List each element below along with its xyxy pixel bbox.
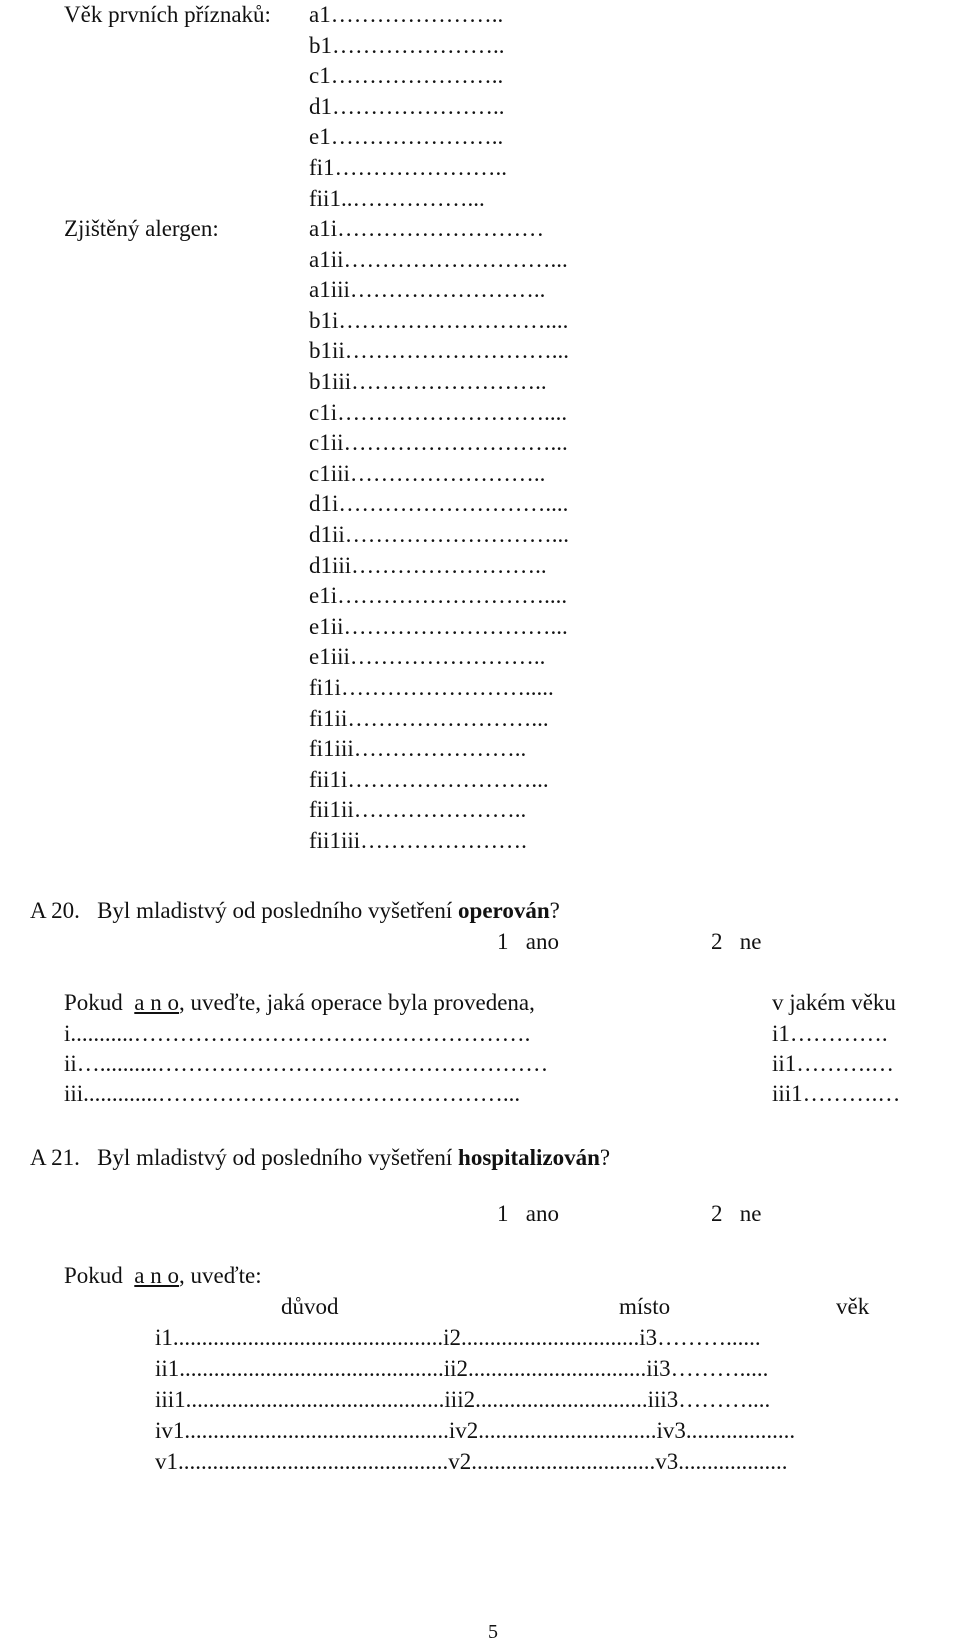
a20-if-yes-instruction bbox=[64, 988, 535, 1018]
symptom-age-field[interactable]: a1………………….. bbox=[309, 2, 504, 27]
operation-age-field[interactable]: i1…………. bbox=[772, 1021, 888, 1046]
if-rest: , uveďte, jaká operace byla provedena, bbox=[179, 990, 535, 1015]
option-label: ano bbox=[525, 1201, 559, 1226]
option-number: 2 bbox=[711, 929, 723, 954]
allergen-field[interactable]: e1ii………………………... bbox=[309, 613, 568, 639]
a21-col-age: věk bbox=[836, 1294, 870, 1319]
allergen-field[interactable]: fii1i……………………... bbox=[309, 766, 549, 792]
option-number: 1 bbox=[497, 929, 509, 954]
question-keyword: hospitalizován bbox=[458, 1145, 600, 1170]
allergen-field[interactable]: b1ii………………………... bbox=[309, 338, 570, 364]
question-number: A 20. bbox=[30, 898, 80, 923]
operation-age-field[interactable]: iii1……….… bbox=[772, 1081, 901, 1106]
operation-age-field[interactable]: ii1……….… bbox=[772, 1051, 895, 1076]
hospitalization-row[interactable]: iv1..............................................iv2...............................iv3................... bbox=[155, 1418, 796, 1443]
allergen-field[interactable]: e1iii…………………….. bbox=[309, 644, 546, 670]
question-a20 bbox=[30, 896, 560, 926]
symptom-age-field[interactable]: d1………………….. bbox=[309, 93, 505, 119]
symptom-age-field[interactable]: b1………………….. bbox=[309, 32, 505, 58]
option-label: ne bbox=[739, 929, 762, 954]
a21-col-reason: důvod bbox=[281, 1294, 339, 1319]
hospitalization-row[interactable]: i1...............................................i2...............................i3………...... bbox=[155, 1325, 761, 1350]
allergen-field[interactable]: fii1ii………………….. bbox=[309, 797, 527, 823]
operation-field[interactable]: iii.............………………………………………... bbox=[64, 1081, 521, 1106]
symptom-age-field[interactable]: fii1..……………... bbox=[309, 185, 485, 211]
allergen-field[interactable]: a1i……………………… bbox=[309, 216, 545, 241]
question-mark: ? bbox=[599, 1145, 611, 1170]
if-prefix: Pokud bbox=[64, 1263, 123, 1288]
allergen-field[interactable]: b1iii…………………….. bbox=[309, 369, 547, 394]
option-label: ano bbox=[525, 929, 559, 954]
if-prefix: Pokud bbox=[64, 990, 123, 1015]
question-number: A 21. bbox=[30, 1145, 80, 1170]
hospitalization-row[interactable]: ii1..............................................ii2...............................ii3………..... bbox=[155, 1356, 769, 1381]
allergen-field[interactable]: a1ii………………………... bbox=[309, 246, 568, 272]
question-a21 bbox=[30, 1143, 610, 1173]
hospitalization-row[interactable]: v1...............................................v2................................v3................... bbox=[155, 1449, 788, 1474]
allergen-field[interactable]: d1ii………………………... bbox=[309, 522, 570, 547]
option-label: ne bbox=[739, 1201, 762, 1226]
symptom-age-field[interactable]: c1………………….. bbox=[309, 63, 504, 89]
a21-col-place: místo bbox=[619, 1294, 671, 1319]
a20-age-header: v jakém věku bbox=[772, 990, 896, 1015]
allergen-field[interactable]: a1iii…………………….. bbox=[309, 277, 546, 303]
question-mark: ? bbox=[549, 898, 560, 923]
allergen-field[interactable]: d1i……………………….... bbox=[309, 491, 569, 517]
symptoms-label: Věk prvních příznaků: bbox=[64, 2, 271, 27]
symptom-age-field[interactable]: fi1………………….. bbox=[309, 155, 508, 180]
allergen-field[interactable]: fii1iii…………………. bbox=[309, 828, 527, 853]
if-rest: , uveďte: bbox=[179, 1263, 262, 1288]
a21-option-yes[interactable] bbox=[497, 1199, 559, 1229]
symptom-age-field[interactable]: e1………………….. bbox=[309, 124, 504, 150]
operation-field[interactable]: ii…..........…………………………………………… bbox=[64, 1051, 549, 1076]
a20-option-no[interactable] bbox=[711, 927, 761, 957]
allergen-label: Zjištěný alergen: bbox=[64, 216, 219, 241]
question-text: Byl mladistvý od posledního vyšetření bbox=[97, 898, 453, 923]
allergen-field[interactable]: d1iii…………………….. bbox=[309, 552, 547, 578]
allergen-field[interactable]: b1i……………………….... bbox=[309, 307, 569, 333]
if-word: a n o bbox=[134, 990, 180, 1015]
question-keyword: operován bbox=[458, 898, 550, 923]
option-number: 2 bbox=[711, 1201, 723, 1226]
hospitalization-row[interactable]: iii1.............................................iii2..............................iii3……….... bbox=[155, 1387, 771, 1412]
allergen-field[interactable]: fi1i……………………..... bbox=[309, 675, 554, 700]
if-word: a n o bbox=[134, 1263, 180, 1288]
operation-field[interactable]: i...........……………………………………………. bbox=[64, 1021, 531, 1046]
question-text: Byl mladistvý od posledního vyšetření bbox=[97, 1145, 453, 1170]
a20-option-yes[interactable] bbox=[497, 927, 559, 957]
allergen-field[interactable]: c1i……………………….... bbox=[309, 399, 568, 425]
allergen-field[interactable]: fi1iii………………….. bbox=[309, 736, 527, 762]
allergen-field[interactable]: c1ii………………………... bbox=[309, 430, 568, 456]
option-number: 1 bbox=[497, 1201, 509, 1226]
a21-if-yes-instruction bbox=[64, 1261, 262, 1291]
allergen-field[interactable]: c1iii…………………….. bbox=[309, 460, 546, 486]
page-number: 5 bbox=[488, 1621, 498, 1643]
allergen-field[interactable]: e1i……………………….... bbox=[309, 583, 568, 609]
a21-option-no[interactable] bbox=[711, 1199, 761, 1229]
allergen-field[interactable]: fi1ii……………………... bbox=[309, 705, 549, 731]
